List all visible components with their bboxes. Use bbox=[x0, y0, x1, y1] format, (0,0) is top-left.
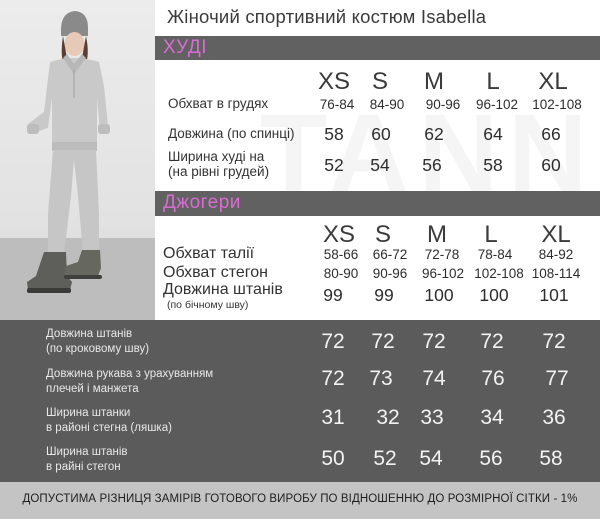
row-label-line: (на рівні грудей) bbox=[168, 164, 270, 179]
table-cell: 102-108 bbox=[532, 97, 582, 112]
product-photo bbox=[0, 0, 155, 320]
table-cell: 33 bbox=[420, 406, 444, 429]
table-cell: 96-102 bbox=[421, 266, 465, 281]
table-cell: 78-84 bbox=[477, 247, 513, 262]
row-label-line: Довжина рукава з урахуванням bbox=[46, 368, 214, 380]
hoodie-section-header bbox=[155, 36, 600, 60]
table-cell: 108-114 bbox=[531, 266, 581, 281]
table-cell: 84-90 bbox=[369, 97, 405, 112]
table-cell: 50 bbox=[321, 447, 345, 470]
joggers-section-header bbox=[155, 191, 600, 216]
table-cell: 60 bbox=[541, 155, 561, 175]
table-cell: 34 bbox=[480, 406, 504, 429]
row-label-line: плечей і манжета bbox=[46, 383, 139, 395]
table-cell: 54 bbox=[419, 447, 443, 470]
size-header-s: S bbox=[374, 221, 391, 248]
table-cell: 84-92 bbox=[538, 247, 574, 262]
table-cell: 72 bbox=[321, 367, 345, 390]
table-cell: 72-78 bbox=[424, 247, 460, 262]
table-cell: 73 bbox=[369, 367, 393, 390]
row-label-line: (по кроковому шву) bbox=[46, 343, 150, 355]
row-label-hips: Обхват стегон bbox=[163, 264, 268, 281]
table-cell: 56 bbox=[422, 155, 442, 175]
additional-measurements-section bbox=[0, 320, 600, 482]
hoodie-section-label: ХУДІ bbox=[163, 37, 208, 58]
table-cell: 102-108 bbox=[474, 266, 524, 281]
table-cell: 31 bbox=[321, 406, 345, 429]
table-cell: 72 bbox=[422, 330, 446, 353]
table-cell: 72 bbox=[542, 330, 566, 353]
footer-note: ДОПУСТИМА РІЗНИЦЯ ЗАМІРІВ ГОТОВОГО ВИРОБУ ПО ВІДНОШЕННЮ ДО РОЗМІРНОЇ СІТКИ - 1% bbox=[22, 493, 578, 505]
size-header-xl: XL bbox=[538, 68, 568, 95]
table-cell: 54 bbox=[370, 155, 390, 175]
row-label-waist: Обхват талії bbox=[163, 245, 255, 262]
row-label-hip-width bbox=[46, 445, 128, 475]
size-header-l: L bbox=[486, 68, 500, 95]
table-cell: 76-84 bbox=[319, 97, 355, 112]
table-cell: 72 bbox=[321, 330, 345, 353]
table-cell: 58 bbox=[324, 124, 344, 144]
table-cell: 74 bbox=[422, 367, 446, 390]
joggers-section-label: Джогери bbox=[163, 192, 241, 213]
size-header-m: M bbox=[427, 221, 447, 248]
table-cell: 62 bbox=[424, 124, 444, 144]
table-cell: 32 bbox=[376, 406, 400, 429]
table-cell: 52 bbox=[324, 155, 344, 175]
row-label-inseam bbox=[46, 327, 149, 357]
page-title: Жіночий спортивний костюм Isabella bbox=[167, 6, 487, 27]
table-cell: 77 bbox=[545, 367, 569, 390]
row-label-pants-length bbox=[163, 281, 283, 311]
table-cell: 56 bbox=[479, 447, 503, 470]
table-cell: 96-102 bbox=[475, 97, 519, 112]
size-header-s: S bbox=[371, 68, 388, 95]
table-cell: 99 bbox=[374, 285, 394, 305]
table-cell: 90-96 bbox=[372, 266, 408, 281]
size-header-l: L bbox=[484, 221, 498, 248]
table-cell: 64 bbox=[483, 124, 503, 144]
table-cell: 58-66 bbox=[323, 247, 359, 262]
table-cell: 66-72 bbox=[372, 247, 408, 262]
table-cell: 58 bbox=[483, 155, 503, 175]
size-header-xl: XL bbox=[541, 221, 571, 248]
row-label-line: (по бічному шву) bbox=[167, 299, 249, 311]
table-cell: 36 bbox=[542, 406, 566, 429]
footer-note-bar bbox=[0, 482, 600, 519]
table-cell: 66 bbox=[541, 124, 561, 144]
row-label-line: Довжина штанів bbox=[46, 328, 133, 340]
row-label-thigh bbox=[46, 406, 172, 436]
size-header-xs: XS bbox=[322, 221, 355, 248]
row-label-line: в райні стегон bbox=[46, 461, 121, 473]
table-cell: 72 bbox=[371, 330, 395, 353]
table-cell: 101 bbox=[539, 285, 569, 305]
row-label-length: Довжина (по спинці) bbox=[168, 126, 295, 141]
table-cell: 90-96 bbox=[425, 97, 461, 112]
row-label-chest: Обхват в грудях bbox=[168, 96, 269, 111]
row-label-line: в районі стегна (ляшка) bbox=[46, 422, 172, 434]
row-label-line: Ширина штанки bbox=[46, 407, 131, 419]
table-cell: 58 bbox=[539, 447, 563, 470]
row-label-sleeve bbox=[46, 367, 213, 397]
table-cell: 72 bbox=[480, 330, 504, 353]
table-cell: 80-90 bbox=[323, 266, 359, 281]
table-cell: 100 bbox=[424, 285, 454, 305]
row-label-hoodie-width bbox=[168, 149, 269, 179]
row-label-line: Довжина штанів bbox=[163, 281, 283, 298]
table-cell: 52 bbox=[373, 447, 397, 470]
size-header-xs: XS bbox=[317, 68, 350, 95]
table-cell: 99 bbox=[323, 285, 343, 305]
table-cell: 60 bbox=[371, 124, 391, 144]
size-header-m: M bbox=[424, 68, 444, 95]
row-label-line: Ширина штанів bbox=[46, 446, 128, 458]
row-label-line: Ширина худі на bbox=[168, 149, 265, 164]
table-cell: 100 bbox=[479, 285, 509, 305]
table-cell: 76 bbox=[481, 367, 505, 390]
